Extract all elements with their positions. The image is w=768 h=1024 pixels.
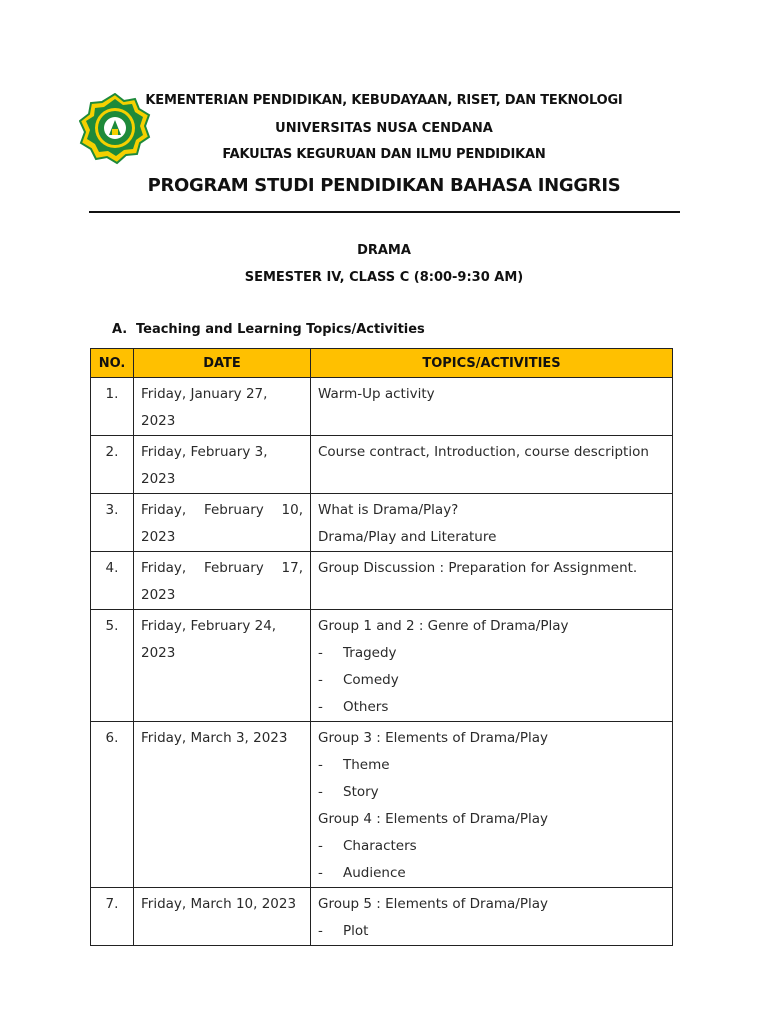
row-number: 4.: [91, 552, 134, 610]
date-line: [141, 555, 303, 582]
section-heading: [112, 322, 425, 337]
topic-line: Group 3 : Elements of Drama/Play: [318, 730, 548, 746]
topic-text: Characters: [343, 838, 417, 854]
header-divider: [89, 211, 680, 213]
row-date: [134, 436, 311, 494]
dash-bullet-icon: -: [318, 865, 323, 881]
topic-bullet-item: [318, 918, 665, 945]
row-topics: [311, 378, 673, 436]
date-word: February: [203, 560, 264, 576]
section-title: Teaching and Learning Topics/Activities: [136, 322, 425, 337]
date-word: February: [203, 502, 264, 518]
topic-line: Course contract, Introduction, course description: [318, 444, 649, 460]
date-word: Friday,: [141, 502, 187, 518]
date-line: Friday, February 24,: [141, 618, 277, 634]
date-line: Friday, February 3,: [141, 444, 268, 460]
row-topics: [311, 722, 673, 888]
row-topics: [311, 494, 673, 552]
dash-bullet-icon: -: [318, 784, 323, 800]
date-line: Friday, January 27,: [141, 386, 268, 402]
row-topics: [311, 888, 673, 946]
date-line: 2023: [141, 587, 176, 603]
dash-bullet-icon: -: [318, 757, 323, 773]
section-letter: A.: [112, 322, 128, 337]
row-date: [134, 722, 311, 888]
table-row: [91, 722, 673, 888]
row-date: [134, 610, 311, 722]
topic-text: Audience: [343, 865, 406, 881]
dash-bullet-icon: -: [318, 923, 323, 939]
row-number: 3.: [91, 494, 134, 552]
topic-text: Story: [343, 784, 379, 800]
topic-bullet-item: [318, 667, 665, 694]
topic-line: Group Discussion : Preparation for Assignment.: [318, 560, 638, 576]
schedule-table: [90, 348, 673, 946]
date-line: 2023: [141, 645, 176, 661]
row-date: [134, 494, 311, 552]
topic-bullet-item: [318, 694, 665, 721]
semester-info: SEMESTER IV, CLASS C (8:00-9:30 AM): [244, 270, 524, 285]
date-line: Friday, March 10, 2023: [141, 896, 297, 912]
course-title: DRAMA: [357, 243, 411, 258]
schedule-body: [91, 378, 673, 946]
column-header-date: DATE: [134, 349, 311, 378]
topic-line: Drama/Play and Literature: [318, 529, 497, 545]
table-row: [91, 888, 673, 946]
topic-line: What is Drama/Play?: [318, 502, 459, 518]
university-name: UNIVERSITAS NUSA CENDANA: [275, 121, 493, 136]
topic-bullet-item: [318, 752, 665, 779]
column-header-no: NO.: [91, 349, 134, 378]
table-row: [91, 552, 673, 610]
topic-text: Others: [343, 699, 389, 715]
faculty-name: FAKULTAS KEGURUAN DAN ILMU PENDIDIKAN: [222, 147, 546, 162]
topic-line: Group 4 : Elements of Drama/Play: [318, 811, 548, 827]
table-row: [91, 436, 673, 494]
topic-line: Group 5 : Elements of Drama/Play: [318, 896, 548, 912]
row-number: 6.: [91, 722, 134, 888]
date-line: 2023: [141, 413, 176, 429]
date-word: 17,: [281, 560, 303, 576]
date-word: 10,: [281, 502, 303, 518]
row-date: [134, 888, 311, 946]
topic-text: Theme: [343, 757, 390, 773]
topic-line: Group 1 and 2 : Genre of Drama/Play: [318, 618, 569, 634]
date-line: 2023: [141, 471, 176, 487]
date-line: 2023: [141, 529, 176, 545]
topic-bullet-item: [318, 640, 665, 667]
topic-bullet-item: [318, 779, 665, 806]
row-number: 5.: [91, 610, 134, 722]
row-date: [134, 552, 311, 610]
ministry-name: KEMENTERIAN PENDIDIKAN, KEBUDAYAAN, RISET, DAN TEKNOLOGI: [145, 93, 623, 108]
date-line: Friday, March 3, 2023: [141, 730, 288, 746]
dash-bullet-icon: -: [318, 645, 323, 661]
topic-bullet-item: [318, 860, 665, 887]
topic-line: Warm-Up activity: [318, 386, 435, 402]
table-row: [91, 494, 673, 552]
row-topics: [311, 610, 673, 722]
table-row: [91, 378, 673, 436]
date-line: [141, 497, 303, 524]
row-topics: [311, 436, 673, 494]
dash-bullet-icon: -: [318, 838, 323, 854]
program-name: PROGRAM STUDI PENDIDIKAN BAHASA INGGRIS: [147, 175, 621, 196]
topic-bullet-item: [318, 833, 665, 860]
topic-text: Plot: [343, 923, 369, 939]
table-header-row: [91, 349, 673, 378]
column-header-topics: TOPICS/ACTIVITIES: [311, 349, 673, 378]
topic-text: Comedy: [343, 672, 399, 688]
table-row: [91, 610, 673, 722]
row-number: 1.: [91, 378, 134, 436]
dash-bullet-icon: -: [318, 699, 323, 715]
row-number: 7.: [91, 888, 134, 946]
topic-text: Tragedy: [343, 645, 397, 661]
dash-bullet-icon: -: [318, 672, 323, 688]
row-date: [134, 378, 311, 436]
row-number: 2.: [91, 436, 134, 494]
row-topics: [311, 552, 673, 610]
date-word: Friday,: [141, 560, 187, 576]
